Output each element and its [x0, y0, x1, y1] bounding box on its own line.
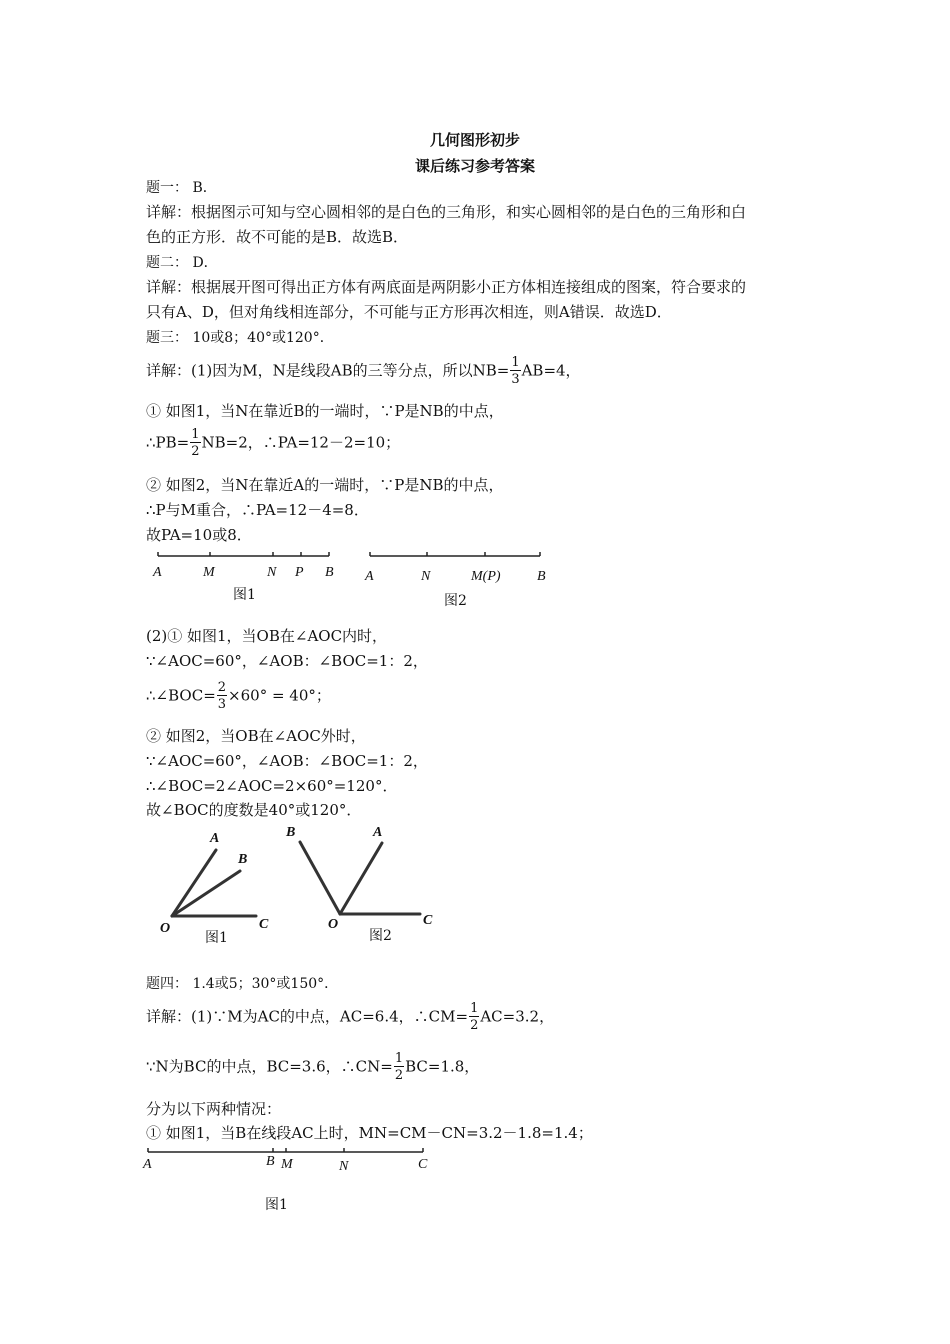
point-label-o: O — [328, 917, 339, 932]
q4-line-1 — [146, 1002, 554, 1032]
q4-line-1-b: AC=3.2， — [480, 1007, 555, 1026]
doc-subtitle: 课后练习参考答案 — [414, 157, 535, 175]
q3-part2-line-2: ∵∠AOC=60°，∠AOB：∠BOC=1：2， — [146, 652, 428, 670]
q4-line-2-a: ∵N为BC的中点，BC=3.6，∴CN= — [146, 1057, 393, 1076]
point-label-b: B — [325, 565, 334, 580]
fraction-one-third: $\frac{1}{3}$ — [511, 355, 520, 387]
segment-figure-q4 — [148, 1148, 423, 1152]
point-label-o: O — [160, 921, 171, 936]
fraction-two-thirds: $\frac{2}{3}$ — [217, 680, 227, 712]
q2-answer: 题二： D． — [146, 255, 218, 271]
point-label-b: B — [537, 569, 546, 584]
q3-part2-line-4: ② 如图2，当OB在∠AOC外时， — [146, 727, 366, 745]
doc-title: 几何图形初步 — [429, 131, 520, 149]
q4-answer: 题四： 1.4或5；30°或150°． — [146, 976, 339, 992]
figure-caption-1: 图1 — [233, 587, 256, 603]
q3-part2-line-1: (2)① 如图1，当OB在∠AOC内时， — [146, 627, 388, 645]
q3-line-2: ① 如图1，当N在靠近B的一端时，∵P是NB的中点， — [146, 402, 504, 420]
point-label-a: A — [153, 565, 162, 580]
q4-line-3: 分为以下两种情况： — [146, 1100, 282, 1118]
point-label-c: C — [423, 913, 433, 928]
segment-figure-2 — [370, 552, 540, 556]
fraction-one-half: $\frac{1}{2}$ — [191, 427, 200, 459]
point-label-b: B — [238, 852, 248, 867]
q3-answer: 题三： 10或8；40°或120°． — [146, 330, 334, 346]
point-label-a: A — [373, 825, 383, 840]
point-label-n: N — [267, 565, 277, 580]
point-label-a: A — [210, 831, 220, 846]
q3-line-5: ∴P与M重合，∴PA=12－4=8． — [146, 501, 369, 519]
figure-caption-angle-2: 图2 — [369, 928, 392, 944]
point-label-mp: M(P) — [471, 569, 501, 584]
point-label-m: M — [281, 1157, 293, 1172]
figure-caption-q4: 图1 — [265, 1197, 288, 1213]
q3-part2-line-5: ∵∠AOC=60°，∠AOB：∠BOC=1：2， — [146, 752, 428, 770]
q3-part2-line-3-a: ∴∠BOC= — [146, 686, 216, 705]
fraction-one-half: $\frac{1}{2}$ — [394, 1051, 404, 1083]
point-label-c: C — [418, 1157, 428, 1172]
q2-detail-1: 详解：根据展开图可得出正方体有两底面是两阴影小正方体相连接组成的图案，符合要求的 — [146, 278, 747, 296]
q2-detail-2: 只有A、D，但对角线相连部分，不可能与正方形再次相连，则A错误．故选D． — [146, 303, 672, 321]
point-label-c: C — [259, 917, 269, 932]
point-label-p: P — [295, 565, 304, 580]
q3-line-3-a: ∴PB= — [146, 433, 190, 452]
segment-figure-1 — [158, 552, 329, 556]
q3-line-1-b: AB=4， — [521, 361, 581, 380]
q3-line-1-a: 详解：(1)因为M，N是线段AB的三等分点，所以NB= — [146, 361, 510, 380]
q1-detail-1: 详解：根据图示可知与空心圆相邻的是白色的三角形，和实心圆相邻的是白色的三角形和白 — [146, 203, 747, 221]
q3-part2-line-7: 故∠BOC的度数是40°或120°． — [146, 801, 362, 819]
q4-line-4: ① 如图1，当B在线段AC上时，MN=CM－CN=3.2－1.8=1.4； — [146, 1124, 593, 1142]
q3-line-6: 故PA=10或8． — [146, 526, 252, 544]
q4-line-2 — [146, 1052, 479, 1082]
point-label-m: M — [203, 565, 215, 580]
q3-part2-line-3-b: ×60° = 40°； — [228, 686, 331, 705]
figure-caption-2: 图2 — [444, 593, 467, 609]
fraction-one-half: $\frac{1}{2}$ — [470, 1001, 479, 1033]
figure-caption-angle-1: 图1 — [205, 930, 228, 946]
q4-line-2-b: BC=1.8， — [405, 1057, 480, 1076]
point-label-a: A — [143, 1157, 152, 1172]
q3-line-3-b: NB=2，∴PA=12－2=10； — [201, 433, 401, 452]
point-label-b: B — [266, 1154, 275, 1169]
q4-line-1-a: 详解：(1)∵M为AC的中点，AC=6.4，∴CM= — [146, 1007, 469, 1026]
q3-part2-line-6: ∴∠BOC=2∠AOC=2×60°=120°． — [146, 777, 398, 795]
q3-line-4: ② 如图2，当N在靠近A的一端时，∵P是NB的中点， — [146, 476, 504, 494]
point-label-b: B — [286, 825, 296, 840]
point-label-n: N — [421, 569, 431, 584]
angle-figure-2 — [300, 842, 420, 914]
point-label-a: A — [365, 569, 374, 584]
point-label-n: N — [339, 1159, 349, 1174]
q1-detail-2: 色的正方形．故不可能的是B．故选B． — [146, 228, 409, 246]
q3-part2-line-3 — [146, 681, 331, 711]
q1-answer: 题一： B． — [146, 180, 217, 196]
